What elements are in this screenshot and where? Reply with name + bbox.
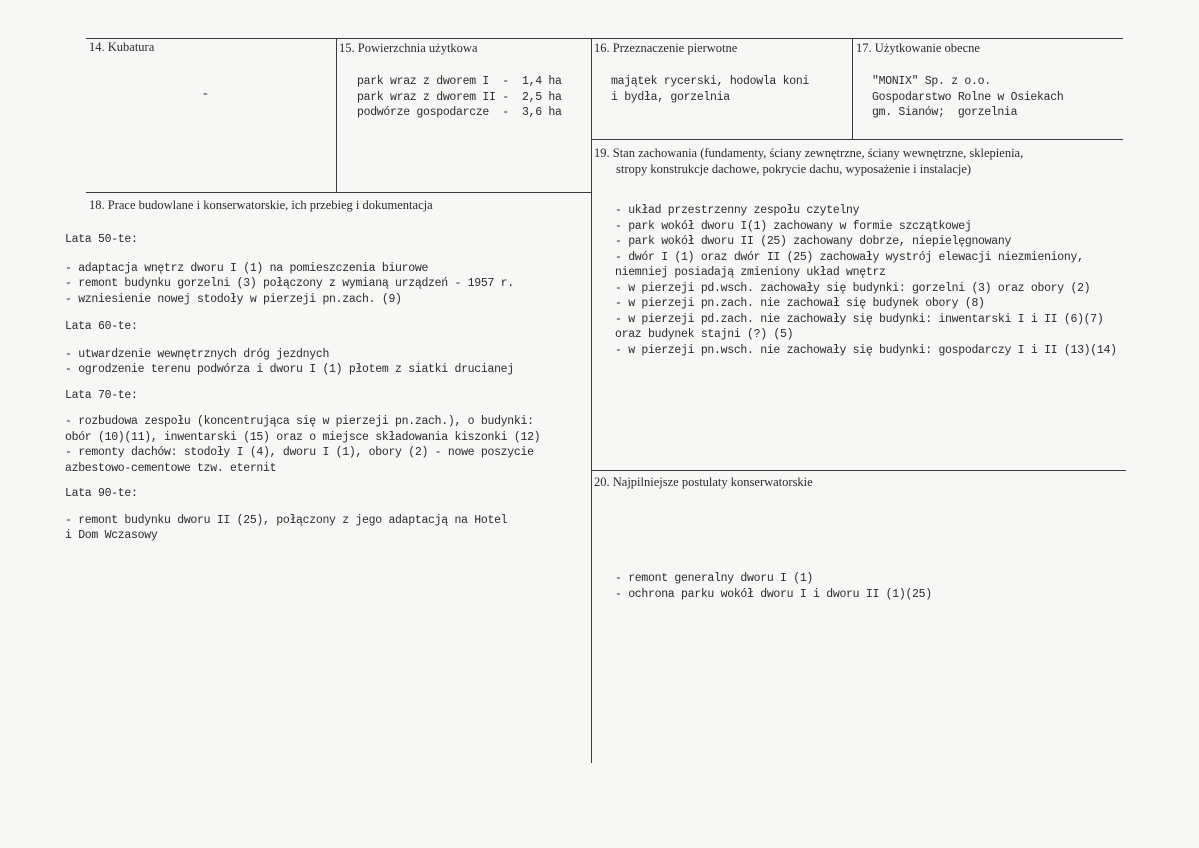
divider-15-16 (591, 38, 592, 763)
sec20-line: - ochrona parku wokół dworu I i dworu II (1)(25) (615, 587, 932, 601)
sec18-line: obór (10)(11), inwentarski (15) oraz o miejsce składowania kiszonki (12) (65, 430, 541, 444)
rule-15-bottom (86, 192, 591, 193)
sec14-header: 14. Kubatura (89, 40, 155, 54)
sec16-header: 16. Przeznaczenie pierwotne (594, 41, 738, 55)
sec15-header: 15. Powierzchnia użytkowa (339, 41, 478, 55)
sec18-line: - utwardzenie wewnętrznych dróg jezdnych (65, 347, 330, 361)
sec16-line: majątek rycerski, hodowla koni (611, 75, 810, 88)
divider-16-17 (852, 38, 853, 139)
rule-16-17-bottom (591, 139, 1123, 140)
sec19-line: - w pierzeji pn.zach. nie zachował się budynek obory (8) (615, 297, 985, 310)
sec16-body (611, 74, 809, 105)
sec14-value: - (203, 86, 208, 101)
sec19-body (615, 203, 1117, 358)
sec18-group-title: Lata 50-te: (65, 233, 138, 246)
rule-19-bottom (591, 470, 1126, 471)
sec19-line: oraz budynek stajni (?) (5) (615, 328, 794, 341)
sec16-line: i bydła, gorzelnia (611, 90, 730, 104)
sec17-body (872, 74, 1063, 121)
sec19-line: - park wokół dworu II (25) zachowany dobrze, niepielęgnowany (615, 235, 1012, 248)
sec19-header (594, 145, 1023, 177)
sec18-line: - remont budynku dworu II (25), połączony z jego adaptacją na Hotel (65, 513, 508, 527)
sec19-line: niemniej posiadają zmieniony układ wnętrz (615, 266, 886, 279)
sec19-line: - w pierzeji pd.zach. nie zachowały się budynki: inwentarski I i II (6)(7) (615, 312, 1104, 326)
sec18-line: - ogrodzenie terenu podwórza i dworu I (1) płotem z siatki drucianej (65, 363, 514, 376)
top-rule (86, 38, 1123, 39)
divider-14-15 (336, 38, 337, 192)
sec15-body (357, 74, 562, 121)
sec20-header: 20. Najpilniejsze postulaty konserwatorskie (594, 475, 813, 489)
sec19-line: - park wokół dworu I(1) zachowany w formie szczątkowej (615, 219, 972, 233)
sec19-line: - dwór I (1) oraz dwór II (25) zachowały wystrój elewacji niezmieniony, (615, 250, 1084, 264)
sec17-header: 17. Użytkowanie obecne (856, 41, 980, 55)
sec20-line: - remont generalny dworu I (1) (615, 572, 814, 585)
sec18-line: i Dom Wczasowy (65, 529, 158, 542)
sec18-group-title: Lata 60-te: (65, 320, 138, 333)
sec18-line: - rozbudowa zespołu (koncentrująca się w pierzeji pn.zach.), o budynki: (65, 415, 534, 428)
sec19-line: - w pierzeji pn.wsch. nie zachowały się budynki: gospodarczy I i II (13)(14) (615, 343, 1117, 357)
sec20-body (615, 571, 932, 602)
sec19-line: - układ przestrzenny zespołu czytelny (615, 204, 860, 217)
sec19-header-line: stropy konstrukcje dachowe, pokrycie dachu, wyposażenie i instalacje) (616, 162, 972, 176)
sec17-line: Gospodarstwo Rolne w Osiekach (872, 90, 1064, 104)
sec18-line: azbestowo-cementowe tzw. eternit (65, 461, 277, 475)
sec18-group-title: Lata 70-te: (65, 388, 138, 402)
sec15-line: park wraz z dworem I - 1,4 ha (357, 75, 562, 88)
sec18-line: - remonty dachów: stodoły I (4), dworu I (1), obory (2) - nowe poszycie (65, 446, 534, 459)
sec19-line: - w pierzeji pd.wsch. zachowały się budynki: gorzelni (3) oraz obory (2) (615, 281, 1091, 295)
sec15-line: podwórze gospodarcze - 3,6 ha (357, 106, 562, 119)
sec18-line: - adaptacja wnętrz dworu I (1) na pomieszczenia biurowe (65, 261, 429, 275)
sec17-line: "MONIX" Sp. z o.o. (872, 75, 991, 88)
sec18-group-title: Lata 90-te: (65, 487, 138, 500)
sec18-line: - wzniesienie nowej stodoły w pierzeji pn.zach. (9) (65, 292, 402, 306)
sec18-header: 18. Prace budowlane i konserwatorskie, ich przebieg i dokumentacja (89, 198, 433, 212)
sec18-line: - remont budynku gorzelni (3) połączony z wymianą urządzeń - 1957 r. (65, 277, 514, 290)
sec17-line: gm. Sianów; gorzelnia (872, 106, 1018, 119)
sec15-line: park wraz z dworem II - 2,5 ha (357, 90, 562, 104)
sec19-header-line: 19. Stan zachowania (fundamenty, ściany zewnętrzne, ściany wewnętrzne, sklepienia, (594, 146, 1024, 160)
sec18-body (65, 232, 585, 544)
